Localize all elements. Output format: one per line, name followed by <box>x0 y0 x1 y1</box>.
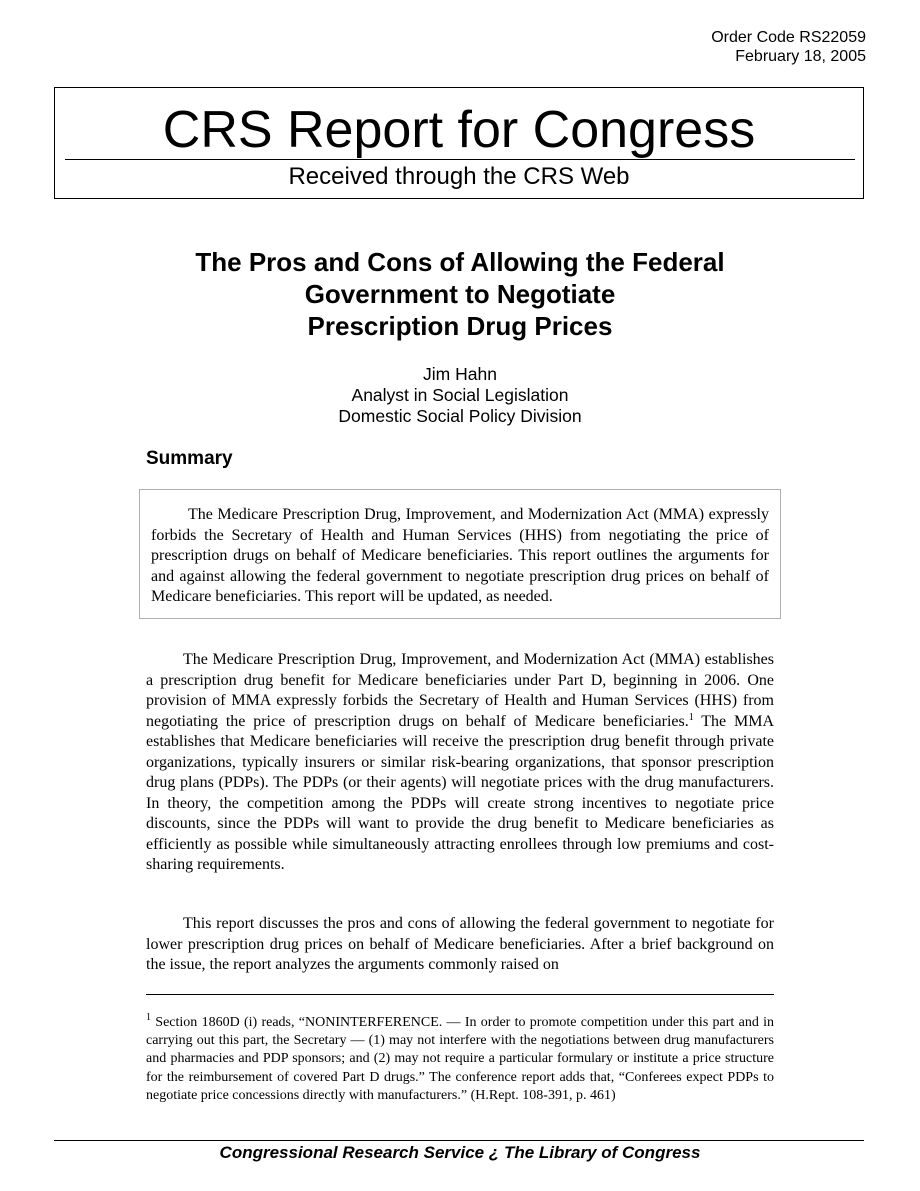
summary-heading: Summary <box>146 448 233 469</box>
crs-subtitle: Received through the CRS Web <box>288 163 630 190</box>
order-code: Order Code RS22059 <box>711 29 866 46</box>
body-paragraph-1 <box>146 650 774 876</box>
footnote-ref: 1 <box>688 711 694 723</box>
p1-text-a: The Medicare Prescription Drug, Improvement, and Modernization Act (MMA) establishes a prescription drug benefit for Medicare beneficiaries under Part D, beginning in 2006. One provision of MMA expressly forbids the Secretary of Health and Human Services (HHS) from negotiating the price of prescription drugs on behalf of Medicare beneficiaries. <box>146 651 774 730</box>
crs-header-box <box>54 87 864 199</box>
footnote-rule <box>146 994 774 995</box>
report-date: February 18, 2005 <box>735 48 866 65</box>
title-line-2: Government to Negotiate <box>304 279 616 309</box>
summary-text <box>151 505 769 608</box>
order-info <box>711 28 866 66</box>
footer-rule <box>54 1140 864 1141</box>
author-block <box>120 364 800 427</box>
body-paragraph-2 <box>146 914 774 976</box>
author-name: Jim Hahn <box>423 364 497 384</box>
title-line-3: Prescription Drug Prices <box>307 311 613 341</box>
author-division: Domestic Social Policy Division <box>338 406 582 426</box>
summary-paragraph: The Medicare Prescription Drug, Improvement, and Modernization Act (MMA) expressly forbids the Secretary of Health and Human Services (HHS) from negotiating the price of prescription drugs on behalf of Medicare beneficiaries. This report outlines the arguments for and against allowing the federal government to negotiate prescription drug prices on behalf of Medicare beneficiaries. This report will be updated, as needed. <box>151 506 769 605</box>
p1-text-b: The MMA establishes that Medicare beneficiaries will receive the prescription drug benefit through private organizations, typically insurers or similar risk-bearing organizations, that sponsor prescription drug plans (PDPs). The PDPs (or their agents) will negotiate prices with the drug manufacturers. In theory, the competition among the PDPs will create strong incentives to negotiate price discounts, since the PDPs will want to provide the drug benefit to Medicare beneficiaries as efficiently as possible while simultaneously attracting enrollees through low premiums and cost-sharing requirements. <box>146 712 775 873</box>
author-title: Analyst in Social Legislation <box>351 385 569 405</box>
summary-box <box>139 489 781 619</box>
footer-text: Congressional Research Service ¿ The Library of Congress <box>219 1143 701 1162</box>
footnote-text: Section 1860D (i) reads, “NONINTERFERENCE. — In order to promote competition under this part and in carrying out this part, the Secretary — (1) may not interfere with the negotiations between drug manufacturers and pharmacies and PDP sponsors; and (2) may not require a particular formulary or institute a price structure for the reimbursement of covered Part D drugs.” The conference report adds that, “Conferees expect PDPs to negotiate price concessions directly with manufacturers.” (H.Rept. 108-391, p. 461) <box>146 1015 774 1103</box>
title-line-1: The Pros and Cons of Allowing the Federal <box>195 247 725 277</box>
p2-text: This report discusses the pros and cons of allowing the federal government to negotiate for lower prescription drug prices on behalf of Medicare beneficiaries. After a brief background on the issue, the report analyzes the arguments commonly raised on <box>146 915 774 973</box>
crs-title: CRS Report for Congress <box>162 101 756 159</box>
header-rule <box>65 159 855 160</box>
footnote <box>146 1014 774 1105</box>
footnote-number: 1 <box>146 1012 151 1023</box>
document-title <box>120 246 800 342</box>
